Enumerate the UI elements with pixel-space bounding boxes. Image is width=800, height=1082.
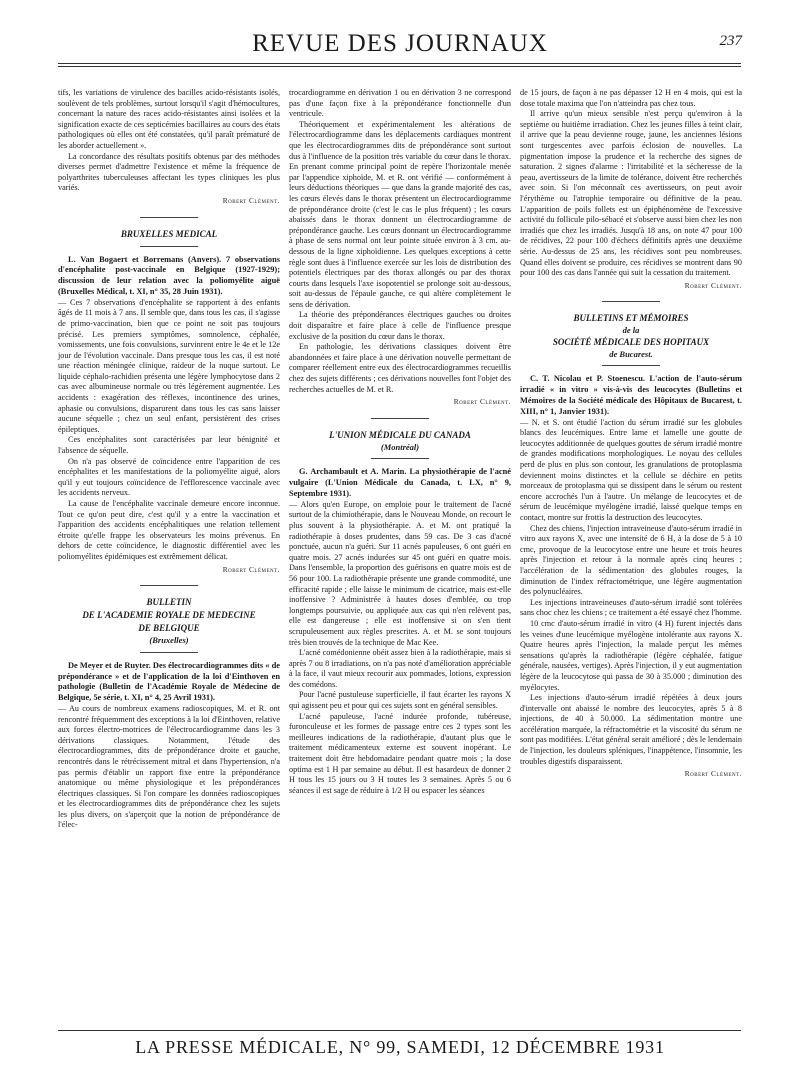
section-heading: DE L'ACADEMIE ROYALE DE MEDECINE (82, 610, 256, 621)
footer-rule (58, 1030, 741, 1031)
header-rule-bottom (58, 66, 741, 67)
article-title: G. Archambault et A. Marin. La physiothérapie de l'acné vulgaire (L'Union Médicale du Canada, t. LX, n° 9, Septembre 1931). (289, 467, 511, 498)
paragraph: — Au cours de nombreux examens radioscopiques, M. et R. ont rencontré fréquemment des exceptions à la loi d'Einthoven, relative aux forces électro-motrices de l'électrocardiogramme dans les 3 dérivations classiques. Notamment, l'étude des électrocardiogrammes, dits de prépondérance droite et gauche, rencontrés dans le rétrécissement mitral et dans l'hypertension, n'a pas permis d'établir un rapport fixe entre la prépondérance anatomique ou même physiologique et les prépondérances électriques classiques. Si l'on compare les données radioscopiques et les électrocardiogrammes dits de prépondérance chez les sujets les plus divers, on s'aperçoit que la notion de prépondérance de l'élec- (58, 703, 280, 830)
separator (602, 365, 660, 366)
paragraph: 10 cmc d'auto-sérum irradié in vitro (4 H) furent injectés dans les veines d'une leucémique myélogène intolérante aux rayons X. Quatre heures après l'injection, la malade perçut les mêmes sensations qu'après la radiothérapie (légère céphalée, fatigue générale, nausées, vertiges). Après l'injection, il y eut augmentation légère de la leucocytose qui passa de 30 à 35.000 ; diminution des myélocytes. (520, 618, 742, 692)
paragraph: Chez des chiens, l'injection intraveineuse d'auto-sérum irradié in vitro aux rayons X, avec une intensité de 6 H, à la dose de 5 à 10 cmc, provoque de la leucocytose entre une heure et trois heures après l'injection et retour à la normale après cinq heures ; l'accélération de la sédimentation des globules rouges, la diminution de l'index réfractométrique, une légère augmentation des polynucléaires. (520, 523, 742, 597)
paragraph: L'acné comédonienne obéit assez bien à la radiothérapie, mais si après 7 ou 8 irradiations, on n'a pas noté d'amélioration appréciable à la face, il vaut mieux recourir aux pommades, lotions, expression des comédons. (289, 648, 511, 689)
section-subheading: (Bruxelles) (149, 635, 189, 646)
footer-issue-line: LA PRESSE MÉDICALE, N° 99, SAMEDI, 12 DÉCEMBRE 1931 (135, 1037, 665, 1057)
page-number: 237 (719, 33, 742, 49)
section-subheading: de Bucarest. (609, 348, 653, 359)
paragraph: L'acné papuleuse, l'acné indurée profonde, tubéreuse, furonculeuse et les formes de passage entre ces 2 types sont les meilleures indications de la radiothérapie, d'autant plus que le traitement médicamenteux externe est souvent inopérant. Le traitement doit être hebdomadaire pendant quatre mois ; la dose optima est 1 H par semaine au début. Il est hasardeux de donner 2 H tous les 15 jours ou 3 H toutes les 3 semaines. Après 5 ou 6 séances il est sage de réduire à 1/2 H ou espacer les séances (289, 711, 511, 795)
paragraph: La concordance des résultats positifs obtenus par des méthodes diverses permet d'admettre l'existence et même la fréquence de polyarthrites tuberculeuses affectant les types cliniques les plus variés. (58, 151, 280, 193)
separator (371, 418, 429, 419)
paragraph: — Alors qu'en Europe, on emploie pour le traitement de l'acné surtout de la chimiothérapie, dans le Nouveau Monde, on recourt le plus souvent à la physiothérapie. A. et M. ont pratiqué la radiothérapie à doses prudentes, dans 59 cas. De 3 cas d'acné ponctuée, aucun n'a guéri. Sur 11 acnés papuleuses, 6 ont guéri en quatre mois. 27 acnés indurées sur 45 ont guéri en quatre mois. Dans l'ensemble, la proportion des guérisons en quatre mois est de 56 pour 100. La radiothérapie présente une grande commodité, une efficacité rapide ; elle laisse le minimum de cicatrice, mais est-elle inoffensive ? Administrée à hautes doses d'emblée, ou trop longtemps poursuivie, ou appliquée aux cas qui n'en relèvent pas, elle est dangereuse ; elle est inoffensive si on s'en tient scrupuleusement aux règles prescrites. A. et M. se sont toujours très bien trouvés de la technique de Mac Kee. (289, 499, 511, 647)
paragraph: On n'a pas observé de coïncidence entre l'apparition de ces encéphalites et les manifestations de la poliomyélite aiguë, alors qu'il y eut toujours coïncidence de l'efflorescence vaccinale avec les accidents nerveux. (58, 456, 280, 498)
paragraph: tifs, les variations de virulence des bacilles acido-résistants isolés, soulèvent de tels problèmes, surtout lorsqu'il s'agit d'hémocultures, concernant la nature des races acido-résistantes ainsi isolées et la signification exacte de ces septicémies bacillaires au cours des états pathologiques où elles ont été constatées, qu'il paraît prématuré de les aborder actuellement ». (58, 88, 280, 150)
section-heading: BRUXELLES MEDICAL (120, 228, 218, 239)
paragraph: Les injections intraveineuses d'auto-sérum irradié sont tolérées sans choc chez les chiens ; ce traitement a été essayé chez l'homme. (520, 597, 742, 618)
paragraph: Théoriquement et expérimentalement les altérations de l'électrocardiogramme dans les déplacements cardiaques montrent que les électrocardiogrammes dits de prépondérance sont surtout dus à l'influence de la position très variable du cœur dans le thorax. En prenant comme principal point de repère l'horizontale menée par l'appendice xiphoïde, M. et R. ont vérifié — conformément à leurs déductions théoriques — que dans la grande majorité des cas, les cœurs élevés dans le thorax présentent un électrocardiogramme de prépondérance droite (c'est le cas le plus fréquent) ; les cœurs abaissés dans le thorax donnent un électrocardiogramme de prépondérance gauche. Les cœurs donnant un électrocardiogramme à phase de sens normal ont leur pointe située environ à 3 cm. au-dessous de la ligne xiphoïdienne. Les quelques exceptions à cette règle sont dues à l'influence exercée sur les lois de distribution des potentiels électriques par des thorax allongés ou par des thorax courts dans lesquels l'axe isopotentiel se prolonge soit au-dessous, soit au-dessus de l'épaule gauche, ce qui altère complètement le sens de dérivation. (289, 119, 511, 309)
article-title: De Meyer et de Ruyter. Des électrocardiogrammes dits « de prépondérance » et de l'application de la loi d'Einthoven en pathologie (Bulletin de l'Académie Royale de Médecine de Belgique, 5e série, t. XI, n° 4, 25 Avril 1931). (58, 660, 280, 703)
separator (140, 246, 198, 247)
section-subheading: (Montréal) (380, 441, 420, 452)
paragraph: Pour l'acné pustuleuse superficielle, il faut écarter les rayons X qui agissent peu et pour qui ces sujets sont en général sensibles. (289, 690, 511, 711)
paragraph: La cause de l'encéphalite vaccinale demeure encore inconnue. Tout ce qu'on peut dire, c'est qu'il y a entre la vaccination et l'apparition des accidents encéphalitiques une relation tellement étroite qu'elle frappe les observateurs les moins prévenus. En dehors de cette coïncidence, le diagnostic différentiel avec les poliomyélites épidémiques est extrêmement délicat. (58, 499, 280, 561)
section-heading: BULLETIN (146, 597, 192, 608)
column-left (58, 88, 280, 831)
section-heading: BULLETINS ET MÉMOIRES (573, 313, 689, 324)
paragraph: — N. et S. ont étudié l'action du sérum irradié sur les globules blancs des leucémiques. Entre lame et lamelle une goutte de leucocytes additionnée de quelques gouttes de sérum irradié montre de grandes modifications morphologiques. Le noyau des cellules perd de plus en plus son contour, les granulations de protoplasma deviennent moins distinctes et la cellule se déchire en petits morceaux de protoplasma qui se dissipent dans le sérum ou restent encore accrochés l'un à l'autre. Un mélange de leucocytes et de sérum de leucémique myélogène irradié, laissé quelque temps en contact, montre sur frottis la destruction des leucocytes. (520, 417, 742, 522)
separator (140, 585, 198, 586)
paragraph: — Ces 7 observations d'encéphalite se rapportent à des enfants âgés de 11 mois à 7 ans. Il semble que, dans tous les cas, il s'agisse de primo-vaccination, bien que ce point ne soit pas toujours précisé. Les premiers symptômes, somnolence, céphalée, vomissements, une fois convulsions, survinrent entre le 4e et le 12e jour de l'évolution vaccinale. Dans presque tous les cas, il est noté une réaction méningée clinique, raideur de la nuque surtout. Le liquide céphalo-rachidien présenta une légère lymphocytose dans 2 cas avec albumineuse normale ou très légèrement augmentée. Les accidents : exagération des réflexes, incontinence des urines, aphasie ou convulsions, disparurent dans tous les cas sans laisser aucune séquelle ; chez un seul enfant, persistèrent des crises épileptiques. (58, 297, 280, 434)
section-heading: DE BELGIQUE (138, 623, 200, 634)
section-subheading: de la (622, 325, 640, 336)
header-rule-top (58, 63, 741, 64)
column-right (520, 88, 742, 786)
separator (371, 458, 429, 459)
paragraph: Il arrive qu'un mieux sensible n'est perçu qu'environ à la septième ou huitième irradiation. Chez les jeunes filles à teint clair, il arrive que la peau devienne rouge, jaune, les anciennes lésions sont turgescentes avec parfois éclosion de nouvelles. La pigmentation impose la prudence et la recherche des signes de saturation. 2 signes d'alarme : l'irritabilité et la sécheresse de la peau, avertisseurs de la limite de tolérance, doivent être recherchés avec soin. Si l'on méconnaît ces avertisseurs, on peut avoir l'érythème ou l'atrophie temporaire ou définitive de la peau. L'apparition de poils follets est un épiphénomène de l'excessive activité du follicule pilo-sébacé et s'observe aussi bien chez les non irradiés que chez les irradiés. Jusqu'à 18 ans, on note 47 pour 100 de récidives, 22 pour 100 d'échecs définitifs après une deuxième série. Au-dessus de 25 ans, les récidives sont peu nombreuses. Quand elles doivent se produire, ces récidives se montrent dans 90 pour 100 des cas dans l'année qui suit la cessation du traitement. (520, 109, 742, 278)
separator (140, 217, 198, 218)
paragraph: de 15 jours, de façon à ne pas dépasser 12 H en 4 mois, qui est la dose totale maxima que l'on n'atteindra pas chez tous. (520, 88, 742, 108)
paragraph: Les injections d'auto-sérum irradié répétées à deux jours d'intervalle ont abaissé le nombre des leucocytes, après 5 à 8 injections, de 40 à 50.000. La sédimentation montre une accélération marquée, la réfractométrie et la viscosité du sérum ne sont pas modifiées. L'état général serait amélioré ; dès le lendemain de l'injection, les douleurs spléniques, l'inappétence, l'insomnie, les troubles digestifs disparaissent. (520, 693, 742, 766)
separator (140, 652, 198, 653)
author-signature: Robert Clément. (453, 397, 511, 407)
author-signature: Robert Clément. (222, 195, 280, 205)
column-middle (289, 88, 511, 796)
article-title: C. T. Nicolau et P. Stoenescu. L'action de l'auto-sérum irradié « in vitro » vis-à-vis des leucocytes (Bulletins et Mémoires de la Société médicale des Hôpitaux de Bucarest, t. XIII, n° 1, Janvier 1931). (520, 374, 742, 416)
paragraph: En pathologie, les dérivations classiques doivent être abandonnées et faire place à une dérivation nouvelle permettant de comparer réellement entre eux des électrocardiogrammes recueillis chez des sujets différents ; ces dérivations nouvelles font l'objet des recherches actuelles de M. et R. (289, 342, 511, 394)
section-heading: SOCIÉTÉ MÉDICALE DES HOPITAUX (552, 336, 710, 347)
paragraph: Ces encéphalites sont caractérisées par leur bénignité et l'absence de séquelle. (58, 435, 280, 456)
author-signature: Robert Clément. (684, 769, 742, 779)
paragraph: trocardiogramme en dérivation 1 ou en dérivation 3 ne correspond pas d'une façon fixe à la prépondérance fonctionnelle d'un ventricule. (289, 88, 511, 119)
author-signature: Robert Clément. (222, 564, 280, 574)
running-title: REVUE DES JOURNAUX (252, 30, 548, 57)
article-title: L. Van Bogaert et Borremans (Anvers). 7 observations d'encéphalite post-vaccinale en Belgique (1927-1929); discussion de leur relation avec la poliomyélite aiguë (Bruxelles Médical, t. XI, n° 35, 28 Juin 1931). (58, 254, 280, 296)
paragraph: La théorie des prépondérances électriques gauches ou droites doit disparaître et faire place à celle de l'influence presque exclusive de la position du cœur dans le thorax. (289, 310, 511, 341)
separator (602, 301, 660, 302)
section-heading: L'UNION MÉDICALE DU CANADA (329, 429, 471, 440)
author-signature: Robert Clément. (684, 280, 742, 290)
